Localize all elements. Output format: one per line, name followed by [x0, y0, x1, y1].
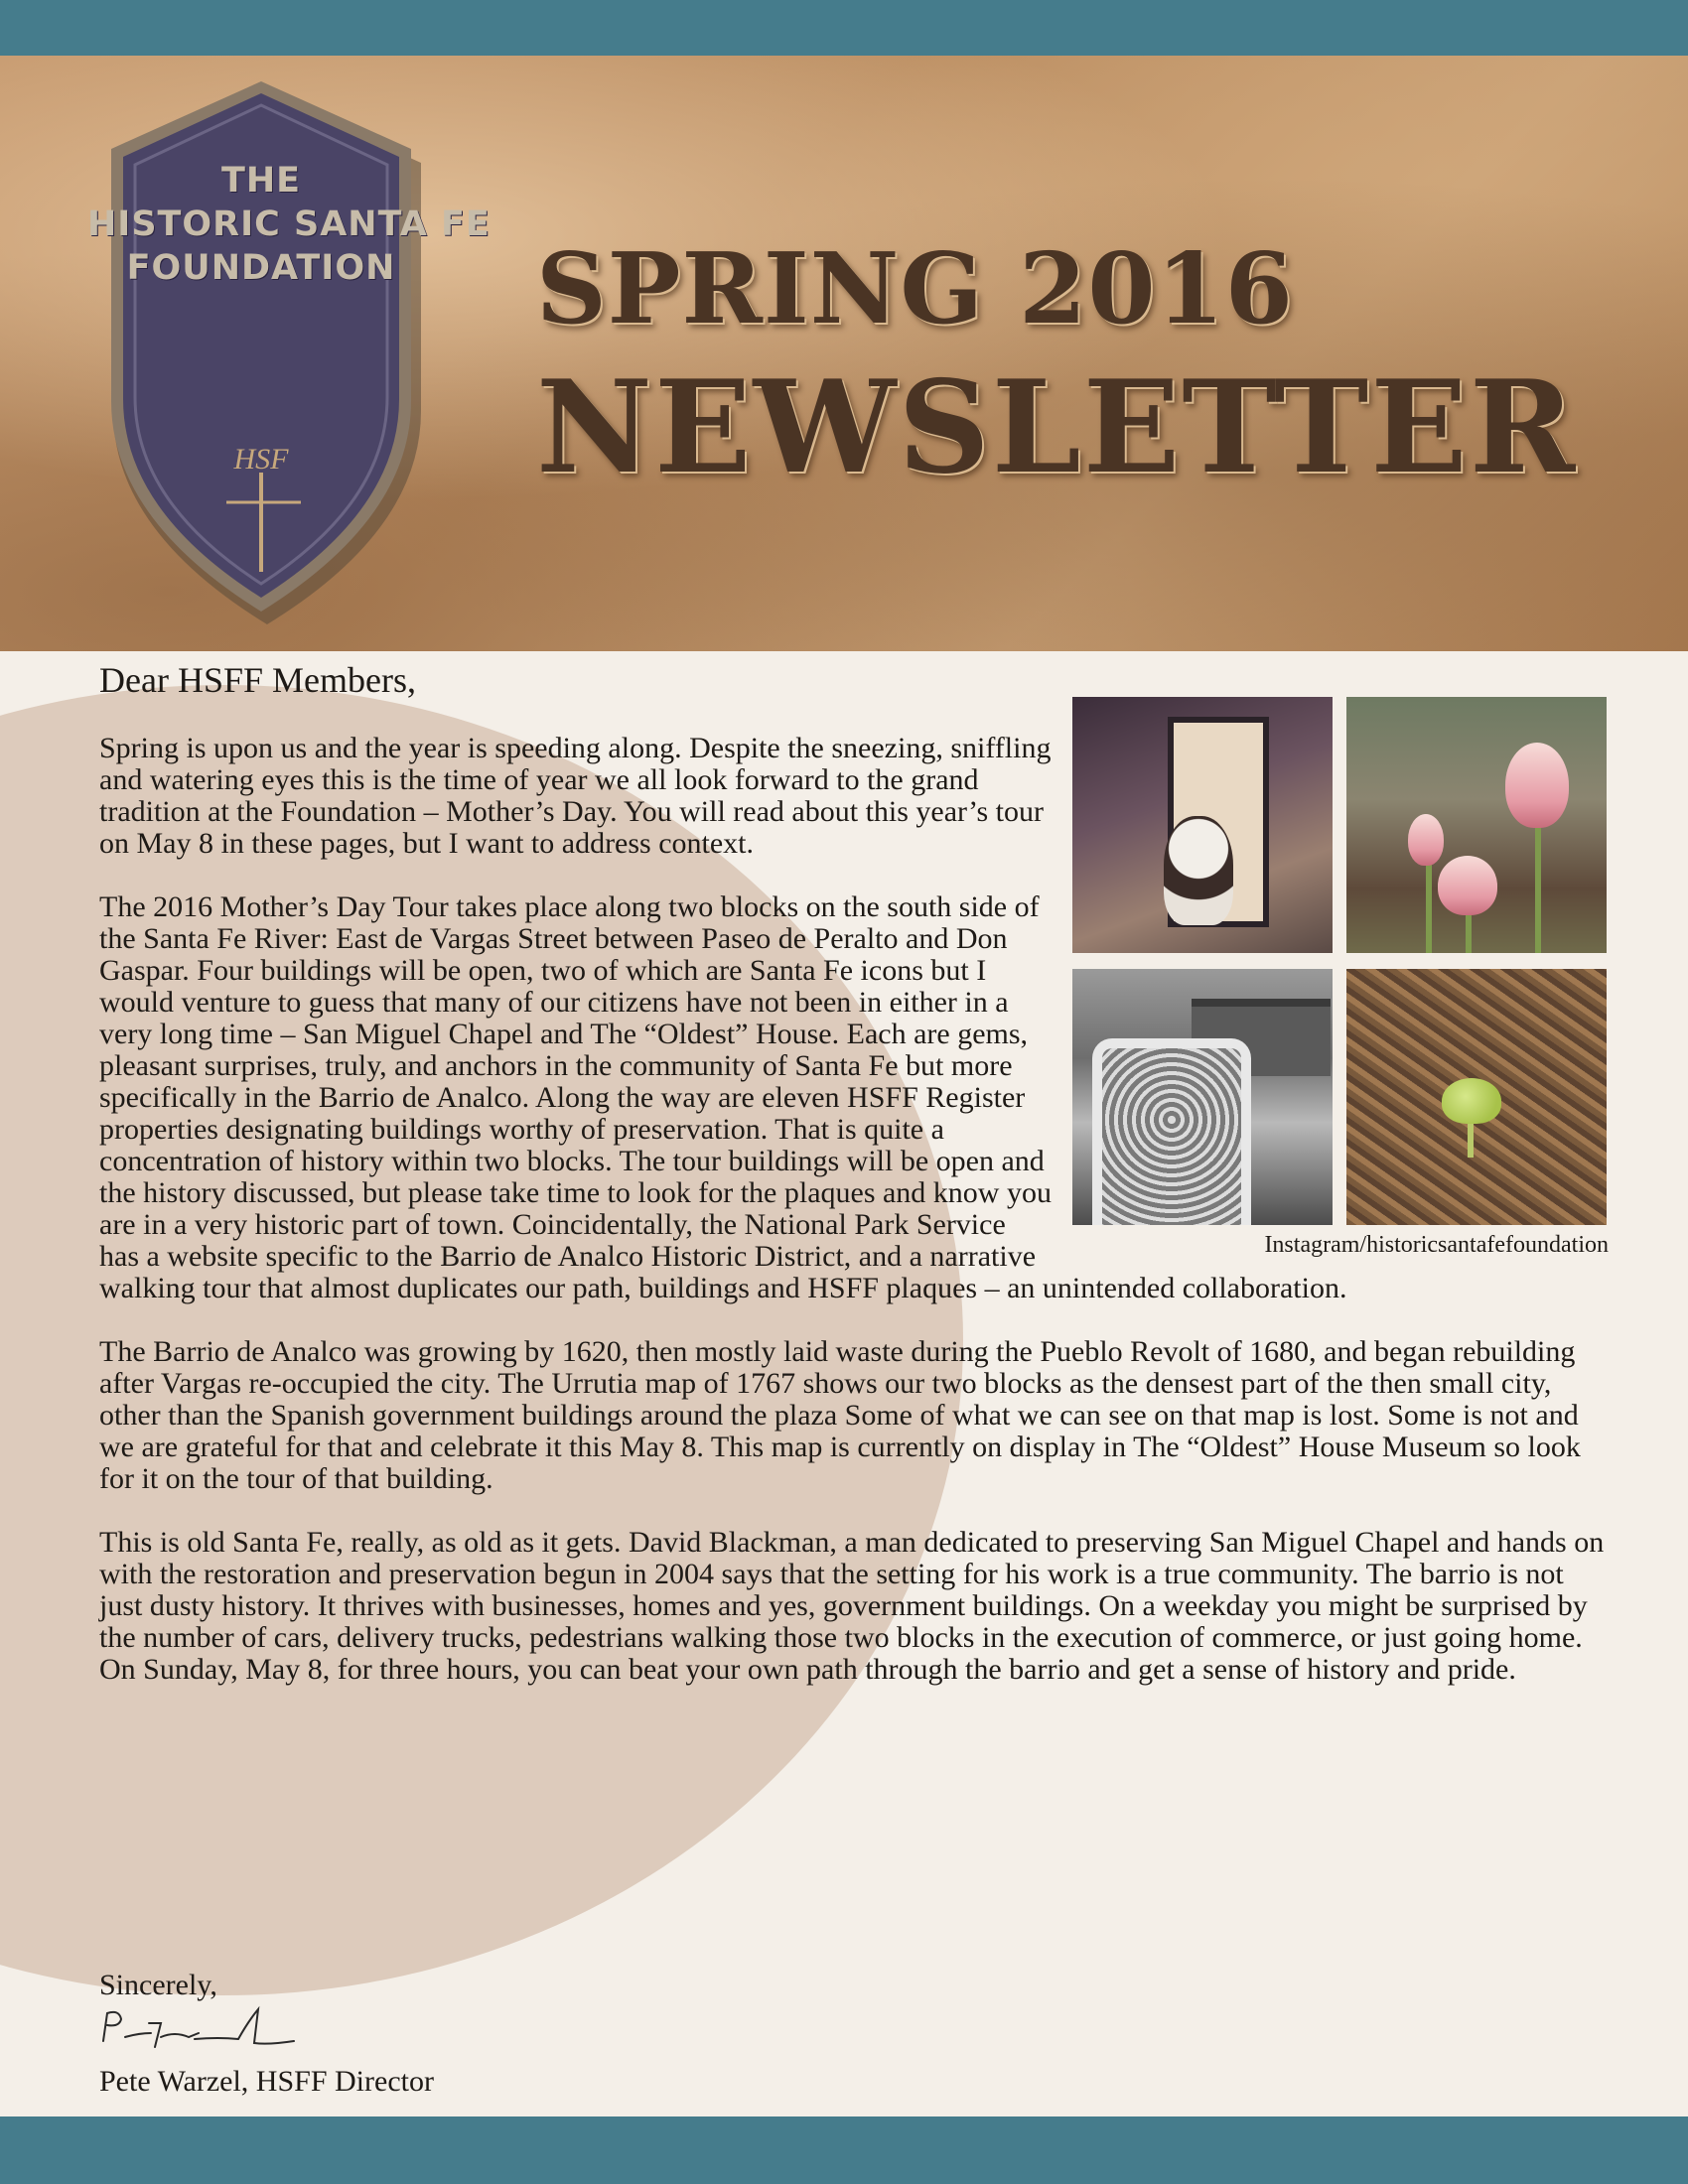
- letter-body: [99, 733, 1609, 1717]
- photo-iron-chair: [1072, 969, 1333, 1225]
- newsletter-banner: [0, 56, 1688, 651]
- signer-name: Pete Warzel, HSFF Director: [99, 2065, 434, 2098]
- photo-caption: Instagram/historicsantafefoundation: [1264, 1232, 1609, 1258]
- handwritten-signature: [99, 2003, 298, 2057]
- hsf-monogram: HSF: [233, 443, 289, 476]
- foundation-shield-logo: [87, 75, 491, 631]
- photo-dog-doorway: [1072, 697, 1333, 953]
- photo-tulips: [1346, 697, 1607, 953]
- instagram-photo-grid: [1072, 697, 1609, 1258]
- newsletter-title: NEWSLETTER: [536, 353, 1578, 502]
- letter-paragraph: The Barrio de Analco was growing by 1620, then mostly laid waste during the Pueblo Revolt of 1680, and began rebuilding after Vargas re-occupied the city. The Urrutia map of 1767 shows our two blocks as the densest part of the then small city, other than the Spanish government buildings around the plaza Some of what we can see on that map is lost. Some is not and we are grateful for that and celebrate it this May 8. This map is currently on display in The “Oldest” House Museum so look for it on the tour of that building.: [99, 1335, 1581, 1495]
- bottom-bar: [0, 2116, 1688, 2184]
- letter-paragraph: This is old Santa Fe, really, as old as it gets. David Blackman, a man dedicated to preserving San Miguel Chapel and hands on with the restoration and preservation begun in 2004 says that the setting for his work is a true community. The barrio is not just dusty history. It thrives with businesses, homes and yes, government buildings. On a weekday you might be surprised by the number of cars, delivery trucks, pedestrians walking those two blocks in the execution of commerce, or just going home. On Sunday, May 8, for three hours, you can beat your own path through the barrio and get a sense of history and pride.: [99, 1526, 1605, 1686]
- letter-closing: Sincerely,: [99, 1969, 217, 2001]
- shield-title: THE HISTORIC SANTA FE FOUNDATION: [87, 161, 491, 288]
- letter-paragraph: The 2016 Mother’s Day Tour takes place along two blocks on the south side of the Santa Fe River: East de Vargas Street between Paseo de Peralto and Don Gaspar. Four buildings will be open, two of which are Santa Fe icons but I would venture to guess that many of our citizens have not been in either in a very long time – San Miguel Chapel and The “Oldest” House. Each are gems, pleasant surprises, truly, and anchors in the community of Santa Fe but more specifically in the Barrio de Analco. Along the way are eleven HSFF Register properties designating buildings worthy of preservation. That is quite a concentration of history within two blocks. The tour buildings will be open and the history discussed, but please take time to look for the plaques and know you are in a very historic part of town. Coincidentally, the National Park Service has a website specific to the Barrio de Analco Historic District, and a narrative walking tour that almost duplicates our path, buildings and HSFF plaques – an unintended collaboration.: [99, 890, 1347, 1304]
- top-bar: [0, 0, 1688, 56]
- newsletter-season: SPRING 2016: [536, 232, 1294, 346]
- photo-sprout: [1346, 969, 1607, 1225]
- letter-paragraph: Spring is upon us and the year is speeding along. Despite the sneezing, sniffling and watering eyes this is the time of year we all look forward to the grand tradition at the Foundation – Mother’s Day. You will read about this year’s tour on May 8 in these pages, but I want to address context.: [99, 732, 1052, 860]
- letter-greeting: Dear HSFF Members,: [99, 660, 416, 700]
